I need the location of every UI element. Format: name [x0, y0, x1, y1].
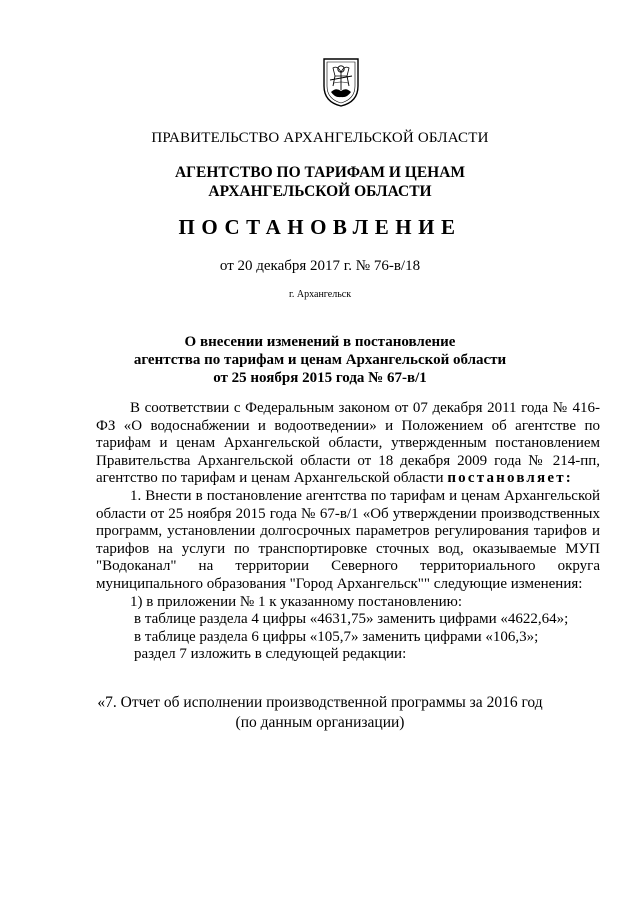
decree-word: постановляет:: [447, 470, 573, 487]
section-7-line2: (по данным организации): [235, 714, 405, 731]
document-date-number: от 20 декабря 2017 г. № 76-в/18: [219, 258, 421, 274]
government-title: ПРАВИТЕЛЬСТВО АРХАНГЕЛЬСКОЙ ОБЛАСТИ: [151, 130, 489, 146]
item-1-paragraph: 1. Внести в постановление агентства по тарифам и ценам Архангельской области от 25 ноября 2015 года № 67-в/1 «Об утверждении производственных программ, установлении долгосрочных параметров регулирования тарифов и тарифов на услуги по транспортировке сточных вод, оказываемые МУП "Водоканал" на территории Северного территориального округа муниципального образования "Город Архангельск"" следующие изменения:: [96, 487, 600, 592]
document-body: [96, 400, 600, 664]
sub-item-1a: в таблице раздела 4 цифры «4631,75» заменить цифрами «4622,64»;: [134, 611, 569, 628]
document-city: г. Архангельск: [288, 289, 352, 300]
coat-of-arms-icon: [321, 56, 361, 108]
subject-line3: от 25 ноября 2015 года № 67-в/1: [213, 370, 427, 386]
sub-item-1b: в таблице раздела 6 цифры «105,7» заменить цифрами «106,3»;: [134, 628, 539, 645]
section-7-heading: [0, 693, 640, 733]
agency-title: [0, 163, 640, 201]
subject-line1: О внесении изменений в постановление: [184, 334, 456, 350]
preamble-paragraph: [96, 400, 600, 488]
sub-item-1c: раздел 7 изложить в следующей редакции:: [134, 646, 407, 663]
sub-item-1: 1) в приложении № 1 к указанному постановлению:: [130, 593, 462, 610]
subject-line2: агентства по тарифам и ценам Архангельской области: [133, 352, 507, 368]
document-type: ПОСТАНОВЛЕНИЕ: [178, 215, 462, 239]
agency-title-line1: АГЕНТСТВО ПО ТАРИФАМ И ЦЕНАМ: [174, 164, 466, 181]
agency-title-line2: АРХАНГЕЛЬСКОЙ ОБЛАСТИ: [208, 183, 432, 200]
section-7-line1: «7. Отчет об исполнении производственной программы за 2016 год: [97, 694, 543, 711]
document-subject: [0, 333, 640, 387]
preamble-text: В соответствии с Федеральным законом от 07 декабря 2011 года № 416-ФЗ «О водоснабжении и водоотведении» и Положением об агентстве по тарифам и ценам Архангельской области, утвержденным постановлением Правительства Архангельской области от 18 декабря 2009 года № 214-пп, агентство по тарифам и ценам Архангельской области: [96, 400, 600, 487]
